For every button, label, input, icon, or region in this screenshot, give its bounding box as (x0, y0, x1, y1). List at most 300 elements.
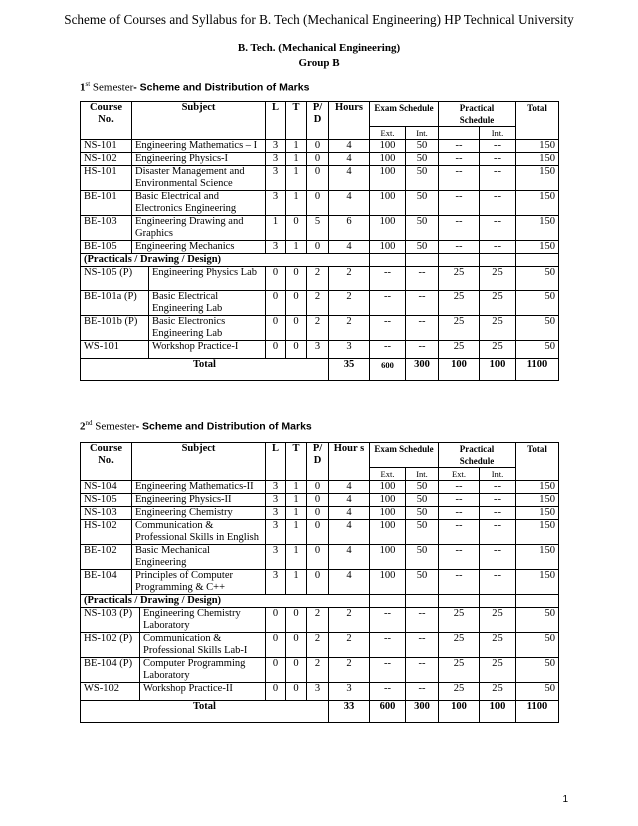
subject: Basic Mechanical Engineering (132, 545, 266, 570)
subject: Communication & Professional Skills Lab-I (140, 633, 266, 658)
hours: 3 (329, 683, 370, 701)
course-code: BE-103 (81, 216, 132, 241)
practical-ext: -- (439, 166, 480, 191)
practical-drawing: 0 (307, 191, 329, 216)
lecture: 3 (266, 507, 286, 520)
sem1-title-rest: - Scheme and Distribution of Marks (133, 81, 310, 94)
table-row (81, 683, 559, 701)
row-total: 150 (516, 241, 559, 254)
exam-ext: -- (370, 633, 406, 658)
exam-int: -- (406, 608, 439, 633)
course-code: BE-101b (P) (81, 316, 149, 341)
lecture: 3 (266, 153, 286, 166)
total-exam-int: 300 (406, 701, 439, 723)
practicals-label: (Practicals / Drawing / Design) (81, 254, 370, 267)
hours: 4 (329, 153, 370, 166)
exam-int: 50 (406, 153, 439, 166)
course-code: NS-101 (81, 140, 132, 153)
tutorial: 0 (286, 267, 307, 291)
subject: Communication & Professional Skills in English (132, 520, 266, 545)
practical-int: -- (480, 191, 516, 216)
total-practical-ext: 100 (439, 701, 480, 723)
course-code: NS-103 (81, 507, 132, 520)
tutorial: 1 (286, 494, 307, 507)
practical-int: -- (480, 570, 516, 595)
subject: Basic Electrical Engineering Lab (149, 291, 266, 316)
practical-ext: 25 (439, 658, 480, 683)
subject: Engineering Mathematics-II (132, 481, 266, 494)
practical-int: 25 (480, 341, 516, 359)
practical-int: -- (480, 520, 516, 545)
subject: Basic Electronics Engineering Lab (149, 316, 266, 341)
row-total: 50 (516, 267, 559, 291)
practical-drawing: 0 (307, 494, 329, 507)
table-row (81, 267, 559, 291)
sem2-h-subject: Subject (132, 443, 266, 481)
empty-cell (370, 254, 406, 267)
lecture: 3 (266, 494, 286, 507)
row-total: 50 (516, 658, 559, 683)
lecture: 3 (266, 570, 286, 595)
page-number: 1 (562, 794, 568, 805)
sem1-title (80, 80, 309, 94)
hours: 4 (329, 191, 370, 216)
tutorial: 0 (286, 683, 307, 701)
practical-ext: 25 (439, 608, 480, 633)
table-row (81, 545, 559, 570)
row-total: 50 (516, 291, 559, 316)
sem2-h-pext: Ext. (439, 468, 480, 481)
exam-int: -- (406, 316, 439, 341)
sem1-title-sup: st (85, 80, 91, 88)
row-total: 150 (516, 166, 559, 191)
lecture: 0 (266, 316, 286, 341)
practical-ext: -- (439, 153, 480, 166)
exam-ext: -- (370, 267, 406, 291)
total-exam-ext: 600 (370, 701, 406, 723)
exam-int: -- (406, 341, 439, 359)
empty-cell (370, 595, 406, 608)
practical-ext: -- (439, 494, 480, 507)
practical-drawing: 2 (307, 267, 329, 291)
table-row (81, 633, 559, 658)
practical-int: -- (480, 216, 516, 241)
sem1-title-word: Semester (90, 81, 134, 94)
tutorial: 1 (286, 241, 307, 254)
lecture: 0 (266, 291, 286, 316)
course-code: BE-104 (P) (81, 658, 140, 683)
subject: Engineering Drawing and Graphics (132, 216, 266, 241)
tutorial: 0 (286, 633, 307, 658)
lecture: 0 (266, 633, 286, 658)
exam-ext: 100 (370, 507, 406, 520)
exam-ext: 100 (370, 153, 406, 166)
row-total: 50 (516, 633, 559, 658)
course-code: BE-105 (81, 241, 132, 254)
course-code: NS-104 (81, 481, 132, 494)
row-total: 150 (516, 570, 559, 595)
tutorial: 0 (286, 608, 307, 633)
exam-int: -- (406, 633, 439, 658)
table-row (81, 191, 559, 216)
hours: 4 (329, 520, 370, 545)
practical-drawing: 0 (307, 241, 329, 254)
empty-cell (406, 595, 439, 608)
sem2-title-rest: - Scheme and Distribution of Marks (135, 420, 312, 433)
hours: 2 (329, 267, 370, 291)
empty-cell (480, 595, 516, 608)
exam-ext: -- (370, 683, 406, 701)
exam-ext: -- (370, 658, 406, 683)
sem1-table (80, 101, 559, 381)
lecture: 3 (266, 545, 286, 570)
subject: Workshop Practice-II (140, 683, 266, 701)
sem2-h-pint: Int. (480, 468, 516, 481)
sem1-h-pd: P/ D (307, 102, 329, 140)
practical-ext: 25 (439, 291, 480, 316)
course-code: WS-102 (81, 683, 140, 701)
exam-int: -- (406, 683, 439, 701)
group-title: Group B (298, 57, 340, 69)
subject: Workshop Practice-I (149, 341, 266, 359)
practical-drawing: 2 (307, 608, 329, 633)
tutorial: 1 (286, 520, 307, 545)
course-code: NS-105 (P) (81, 267, 149, 291)
lecture: 3 (266, 140, 286, 153)
hours: 2 (329, 316, 370, 341)
exam-int: 50 (406, 520, 439, 545)
row-total: 150 (516, 494, 559, 507)
document-header: Scheme of Courses and Syllabus for B. Tech (Mechanical Engineering) HP Technical University (64, 12, 574, 27)
total-practical-ext: 100 (439, 359, 480, 381)
section-row (81, 595, 559, 608)
practical-ext: -- (439, 545, 480, 570)
table-row (81, 166, 559, 191)
table-row (81, 341, 559, 359)
practical-drawing: 2 (307, 316, 329, 341)
sem1-h-pint: Int. (480, 127, 516, 140)
practical-int: 25 (480, 683, 516, 701)
exam-int: 50 (406, 191, 439, 216)
subject: Engineering Physics-I (132, 153, 266, 166)
sem1-h-ext: Ext. (370, 127, 406, 140)
practical-drawing: 0 (307, 520, 329, 545)
practical-drawing: 3 (307, 341, 329, 359)
table-row (81, 658, 559, 683)
tutorial: 0 (286, 341, 307, 359)
tutorial: 1 (286, 153, 307, 166)
section-row (81, 254, 559, 267)
tutorial: 1 (286, 481, 307, 494)
hours: 2 (329, 658, 370, 683)
subject: Engineering Mathematics – I (132, 140, 266, 153)
exam-ext: -- (370, 341, 406, 359)
practical-drawing: 2 (307, 633, 329, 658)
exam-ext: 100 (370, 216, 406, 241)
lecture: 0 (266, 267, 286, 291)
sem1-h-t: T (286, 102, 307, 140)
exam-ext: 100 (370, 545, 406, 570)
course-code: BE-101a (P) (81, 291, 149, 316)
practical-ext: 25 (439, 683, 480, 701)
exam-int: 50 (406, 166, 439, 191)
row-total: 150 (516, 507, 559, 520)
practical-ext: -- (439, 241, 480, 254)
program-title: B. Tech. (Mechanical Engineering) (237, 42, 401, 54)
subject: Engineering Physics-II (132, 494, 266, 507)
exam-ext: -- (370, 316, 406, 341)
lecture: 3 (266, 166, 286, 191)
tutorial: 1 (286, 166, 307, 191)
hours: 2 (329, 633, 370, 658)
total-exam-ext: 600 (370, 359, 406, 381)
sem2-h-pd: P/ D (307, 443, 329, 481)
practical-drawing: 0 (307, 140, 329, 153)
practical-ext: -- (439, 481, 480, 494)
practical-drawing: 3 (307, 683, 329, 701)
table-row (81, 153, 559, 166)
sem1-h-exam: Exam Schedule (370, 102, 439, 127)
subject: Basic Electrical and Electronics Engineering (132, 191, 266, 216)
sem1-h-l: L (266, 102, 286, 140)
row-total: 150 (516, 520, 559, 545)
table-row (81, 291, 559, 316)
practical-ext: 25 (439, 267, 480, 291)
exam-int: 50 (406, 481, 439, 494)
sem1-h-hours: Hours (329, 102, 370, 140)
subject: Principles of Computer Programming & C++ (132, 570, 266, 595)
total-label: Total (81, 359, 329, 381)
row-total: 50 (516, 316, 559, 341)
practical-int: 25 (480, 267, 516, 291)
practical-int: -- (480, 140, 516, 153)
hours: 3 (329, 341, 370, 359)
practical-int: -- (480, 241, 516, 254)
course-code: NS-102 (81, 153, 132, 166)
practical-int: -- (480, 166, 516, 191)
tutorial: 1 (286, 507, 307, 520)
practical-drawing: 0 (307, 570, 329, 595)
table-row (81, 494, 559, 507)
practical-int: -- (480, 494, 516, 507)
practical-int: 25 (480, 316, 516, 341)
total-hours: 33 (329, 701, 370, 723)
table-row (81, 316, 559, 341)
subject: Computer Programming Laboratory (140, 658, 266, 683)
sem1-h-course: Course No. (81, 102, 132, 140)
hours: 2 (329, 291, 370, 316)
subject: Engineering Chemistry Laboratory (140, 608, 266, 633)
exam-ext: 100 (370, 191, 406, 216)
exam-ext: 100 (370, 166, 406, 191)
course-code: HS-102 (81, 520, 132, 545)
hours: 4 (329, 241, 370, 254)
sem2-h-t: T (286, 443, 307, 481)
exam-int: 50 (406, 494, 439, 507)
course-code: HS-101 (81, 166, 132, 191)
table-row (81, 140, 559, 153)
exam-ext: 100 (370, 570, 406, 595)
practical-ext: -- (439, 216, 480, 241)
table-row (81, 520, 559, 545)
exam-ext: 100 (370, 520, 406, 545)
practical-int: -- (480, 481, 516, 494)
table-row (81, 216, 559, 241)
practical-int: -- (480, 545, 516, 570)
sem2-h-hours: Hour s (329, 443, 370, 481)
sem1-h-int: Int. (406, 127, 439, 140)
course-code: BE-101 (81, 191, 132, 216)
exam-ext: -- (370, 608, 406, 633)
lecture: 0 (266, 683, 286, 701)
subject: Engineering Mechanics (132, 241, 266, 254)
exam-int: -- (406, 291, 439, 316)
hours: 4 (329, 545, 370, 570)
sem2-h-exam: Exam Schedule (370, 443, 439, 468)
lecture: 0 (266, 658, 286, 683)
hours: 2 (329, 608, 370, 633)
practical-int: -- (480, 153, 516, 166)
total-label: Total (81, 701, 329, 723)
total-row (81, 359, 559, 381)
practical-int: -- (480, 507, 516, 520)
exam-ext: 100 (370, 140, 406, 153)
exam-ext: -- (370, 291, 406, 316)
empty-cell (439, 595, 480, 608)
hours: 4 (329, 140, 370, 153)
practical-int: 25 (480, 633, 516, 658)
practical-drawing: 0 (307, 507, 329, 520)
course-code: WS-101 (81, 341, 149, 359)
tutorial: 0 (286, 291, 307, 316)
empty-cell (480, 254, 516, 267)
tutorial: 1 (286, 140, 307, 153)
sem1-h-practical: Practical Schedule (439, 102, 516, 127)
practical-ext: 25 (439, 316, 480, 341)
practical-ext: -- (439, 140, 480, 153)
practical-int: 25 (480, 608, 516, 633)
row-total: 50 (516, 683, 559, 701)
row-total: 150 (516, 191, 559, 216)
practical-drawing: 2 (307, 658, 329, 683)
table-row (81, 570, 559, 595)
table-row (81, 241, 559, 254)
sem2-h-total: Total (516, 443, 559, 481)
exam-int: -- (406, 267, 439, 291)
practical-int: 25 (480, 291, 516, 316)
exam-ext: 100 (370, 481, 406, 494)
exam-int: 50 (406, 216, 439, 241)
grand-total: 1100 (516, 359, 559, 381)
empty-cell (439, 254, 480, 267)
hours: 4 (329, 507, 370, 520)
course-code: NS-105 (81, 494, 132, 507)
practical-drawing: 0 (307, 545, 329, 570)
exam-ext: 100 (370, 494, 406, 507)
hours: 4 (329, 166, 370, 191)
total-row (81, 701, 559, 723)
tutorial: 0 (286, 316, 307, 341)
practicals-label: (Practicals / Drawing / Design) (81, 595, 370, 608)
hours: 4 (329, 494, 370, 507)
exam-int: 50 (406, 570, 439, 595)
practical-ext: 25 (439, 341, 480, 359)
row-total: 150 (516, 140, 559, 153)
lecture: 3 (266, 191, 286, 216)
sem2-h-ext: Ext. (370, 468, 406, 481)
exam-int: 50 (406, 507, 439, 520)
sem2-title-word: Semester (92, 420, 136, 433)
lecture: 0 (266, 608, 286, 633)
practical-ext: 25 (439, 633, 480, 658)
practical-ext: -- (439, 570, 480, 595)
table-row (81, 507, 559, 520)
practical-ext: -- (439, 191, 480, 216)
tutorial: 0 (286, 658, 307, 683)
sem1-title-num: 1 (80, 81, 86, 94)
hours: 6 (329, 216, 370, 241)
lecture: 3 (266, 241, 286, 254)
table-row (81, 481, 559, 494)
tutorial: 1 (286, 191, 307, 216)
hours: 4 (329, 570, 370, 595)
sem2-title (80, 419, 312, 433)
sem2-h-practical: Practical Schedule (439, 443, 516, 468)
row-total: 150 (516, 545, 559, 570)
sem2-title-num: 2 (80, 420, 86, 433)
practical-ext: -- (439, 507, 480, 520)
sem2-h-int: Int. (406, 468, 439, 481)
practical-ext: -- (439, 520, 480, 545)
practical-int: 25 (480, 658, 516, 683)
practical-drawing: 2 (307, 291, 329, 316)
total-practical-int: 100 (480, 701, 516, 723)
empty-cell (406, 254, 439, 267)
exam-ext: 100 (370, 241, 406, 254)
sem1-h-subject: Subject (132, 102, 266, 140)
grand-total: 1100 (516, 701, 559, 723)
course-code: BE-102 (81, 545, 132, 570)
row-total: 150 (516, 153, 559, 166)
row-total: 150 (516, 216, 559, 241)
course-code: BE-104 (81, 570, 132, 595)
exam-int: 50 (406, 241, 439, 254)
empty-cell (516, 254, 559, 267)
tutorial: 1 (286, 570, 307, 595)
hours: 4 (329, 481, 370, 494)
row-total: 50 (516, 341, 559, 359)
sem1-h-pext (439, 127, 480, 140)
subject: Engineering Physics Lab (149, 267, 266, 291)
subject: Disaster Management and Environmental Science (132, 166, 266, 191)
total-practical-int: 100 (480, 359, 516, 381)
sem2-table (80, 442, 559, 723)
total-hours: 35 (329, 359, 370, 381)
practical-drawing: 0 (307, 166, 329, 191)
sem2-h-course: Course No. (81, 443, 132, 481)
sem2-h-l: L (266, 443, 286, 481)
row-total: 50 (516, 608, 559, 633)
subject: Engineering Chemistry (132, 507, 266, 520)
lecture: 3 (266, 520, 286, 545)
course-code: NS-103 (P) (81, 608, 140, 633)
exam-int: 50 (406, 545, 439, 570)
row-total: 150 (516, 481, 559, 494)
practical-drawing: 0 (307, 481, 329, 494)
course-code: HS-102 (P) (81, 633, 140, 658)
exam-int: -- (406, 658, 439, 683)
sem1-h-total: Total (516, 102, 559, 140)
